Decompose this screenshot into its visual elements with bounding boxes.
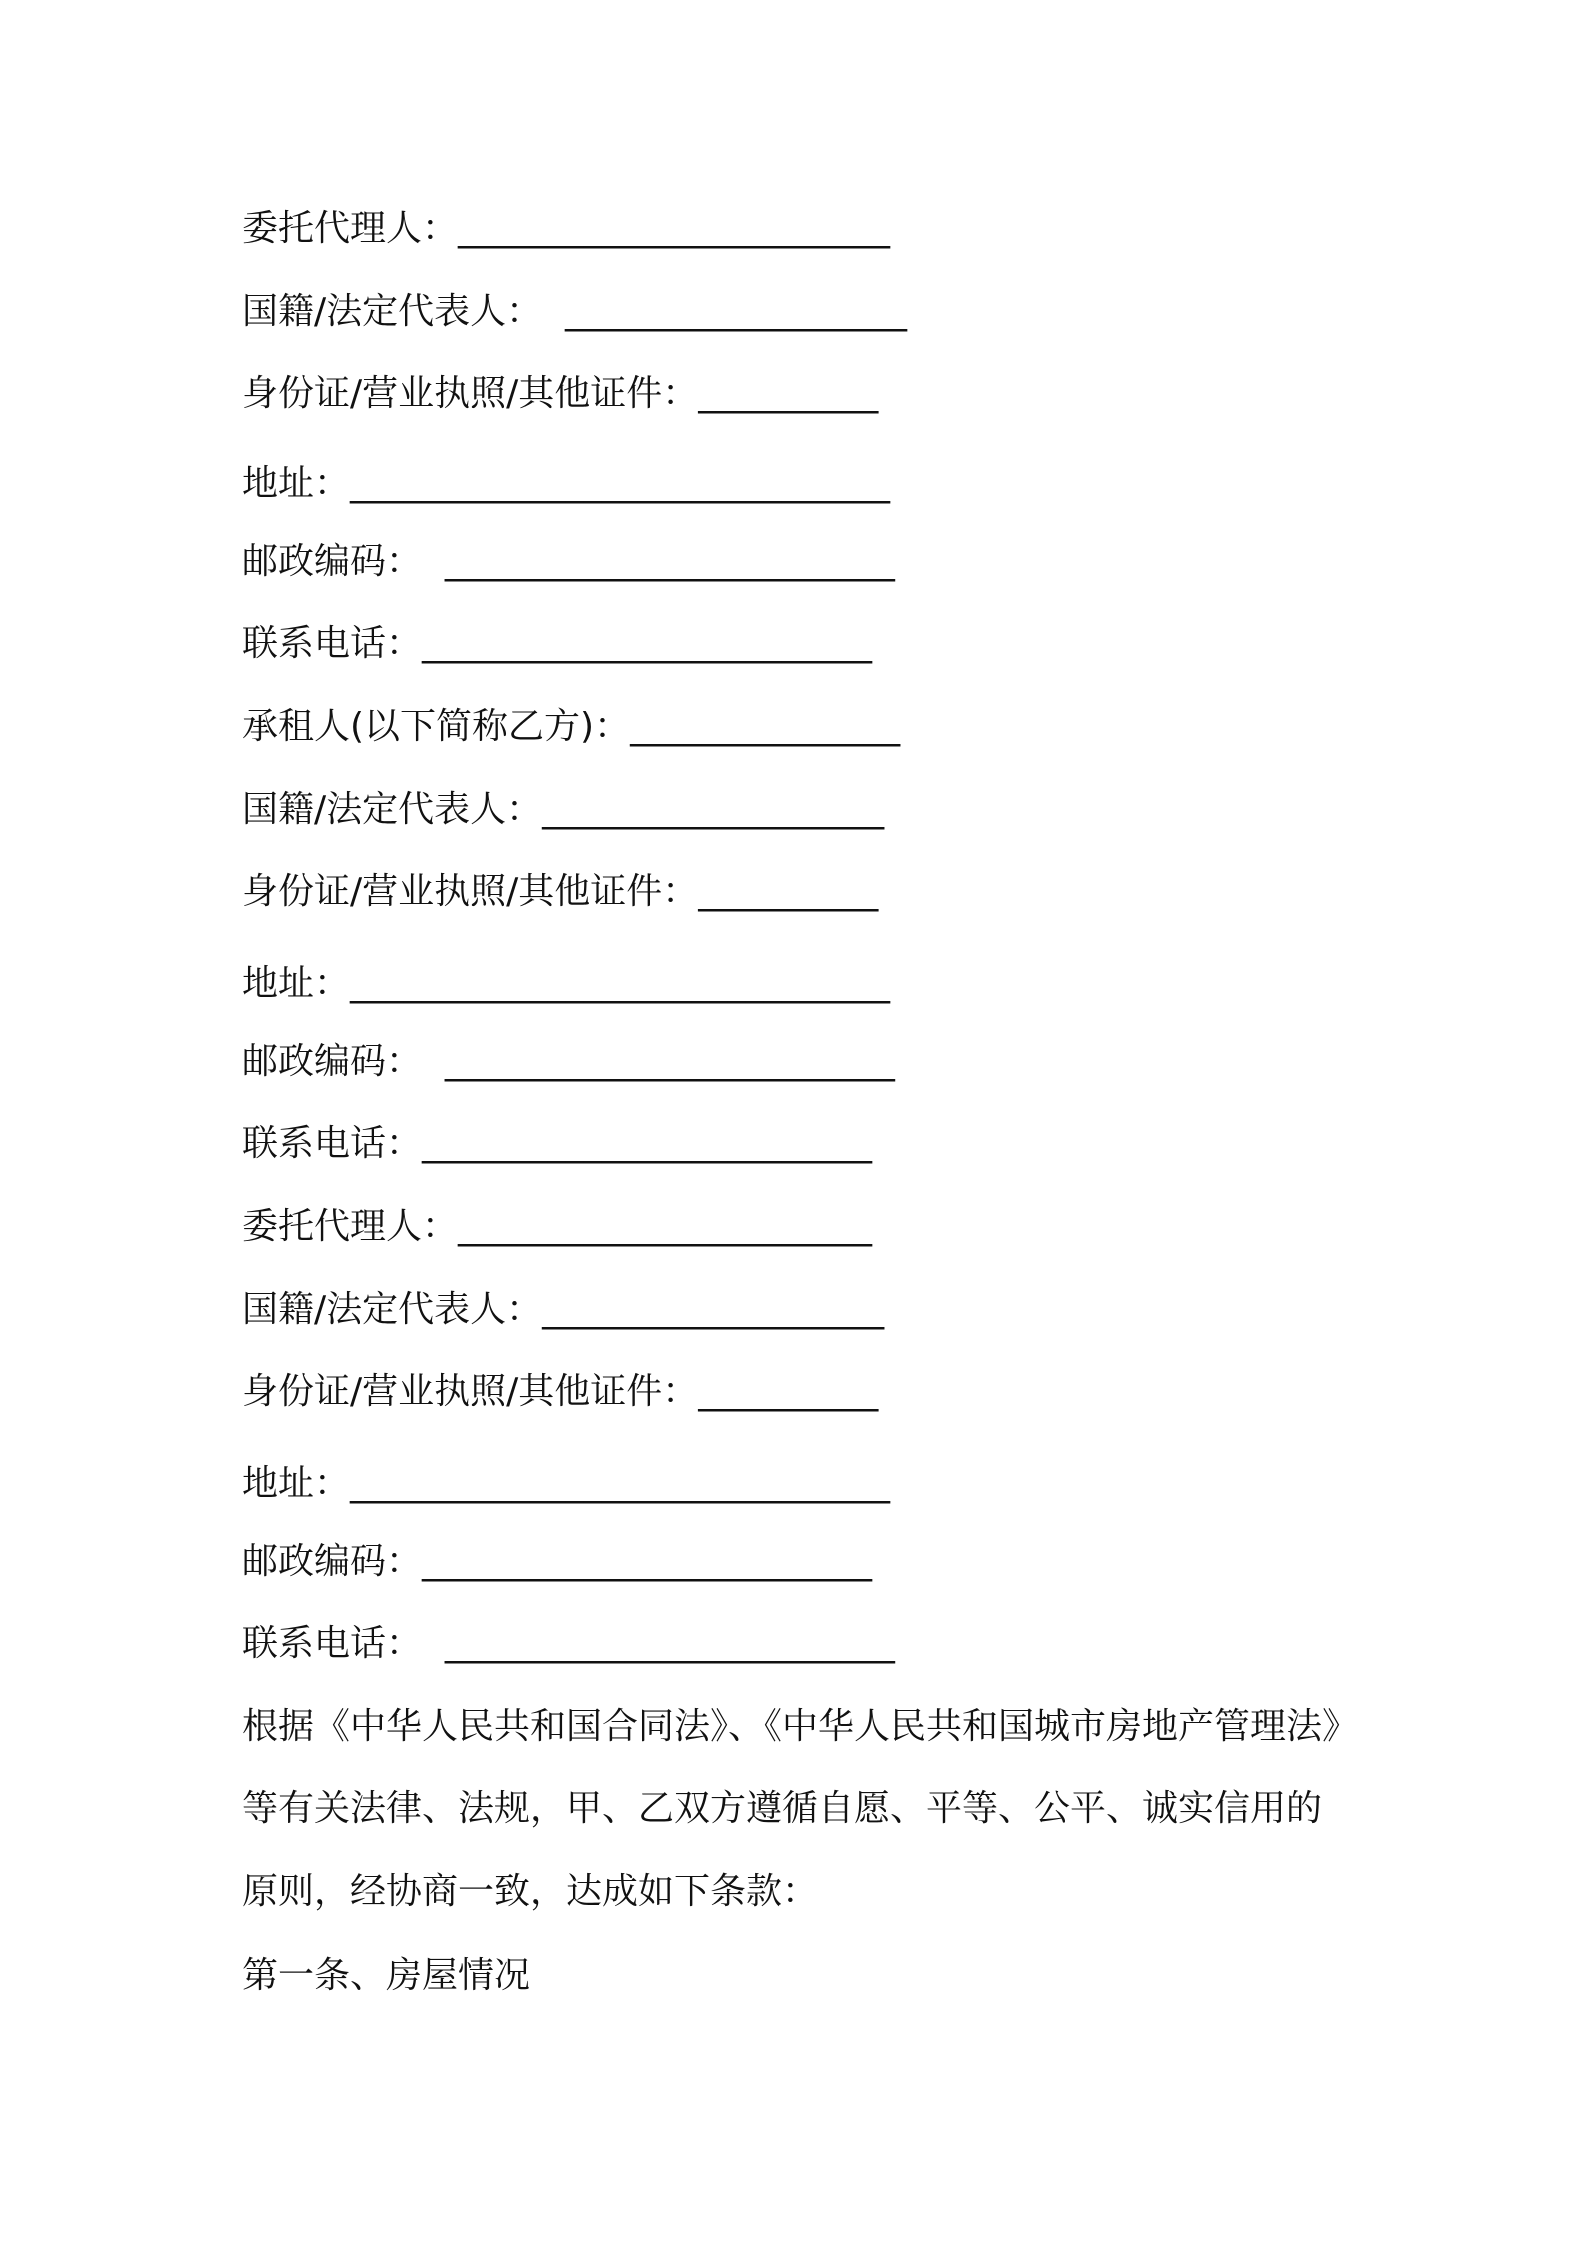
field-agent-address: 地址：______________________________ — [242, 1463, 891, 1504]
field-agent-id-license: 身份证/营业执照/其他证件：__________ — [242, 1371, 879, 1412]
field-phone: 联系电话：_________________________ — [242, 623, 873, 664]
field-postcode: 邮政编码： _________________________ — [242, 541, 895, 582]
paragraph-line-2: 等有关法律、法规，甲、乙双方遵循自愿、平等、公平、诚实信用的 — [242, 1788, 1323, 1829]
field-agent: 委托代理人：________________________ — [242, 208, 891, 249]
field-lessee-agent: 委托代理人：_______________________ — [242, 1206, 873, 1247]
field-agent-postcode: 邮政编码：_________________________ — [242, 1541, 873, 1582]
field-lessee-address: 地址：______________________________ — [242, 963, 891, 1004]
paragraph-line-1: 根据《中华人民共和国合同法》、《中华人民共和国城市房地产管理法》 — [242, 1706, 1359, 1747]
field-id-license: 身份证/营业执照/其他证件：__________ — [242, 373, 879, 414]
field-lessee-id-license: 身份证/营业执照/其他证件：__________ — [242, 871, 879, 912]
field-agent-phone: 联系电话： _________________________ — [242, 1623, 895, 1664]
field-lessee-nationality-legal-rep: 国籍/法定代表人：___________________ — [242, 789, 885, 830]
section-title: 第一条、房屋情况 — [242, 1955, 531, 1996]
field-lessee: 承租人(以下简称乙方)：_______________ — [242, 706, 901, 747]
field-lessee-phone: 联系电话：_________________________ — [242, 1123, 873, 1164]
field-nationality-legal-rep: 国籍/法定代表人： ___________________ — [242, 291, 908, 332]
paragraph-line-3: 原则，经协商一致，达成如下条款： — [242, 1871, 819, 1912]
field-address: 地址：______________________________ — [242, 463, 891, 504]
field-lessee-postcode: 邮政编码： _________________________ — [242, 1041, 895, 1082]
field-agent-nationality-legal-rep: 国籍/法定代表人：___________________ — [242, 1289, 885, 1330]
